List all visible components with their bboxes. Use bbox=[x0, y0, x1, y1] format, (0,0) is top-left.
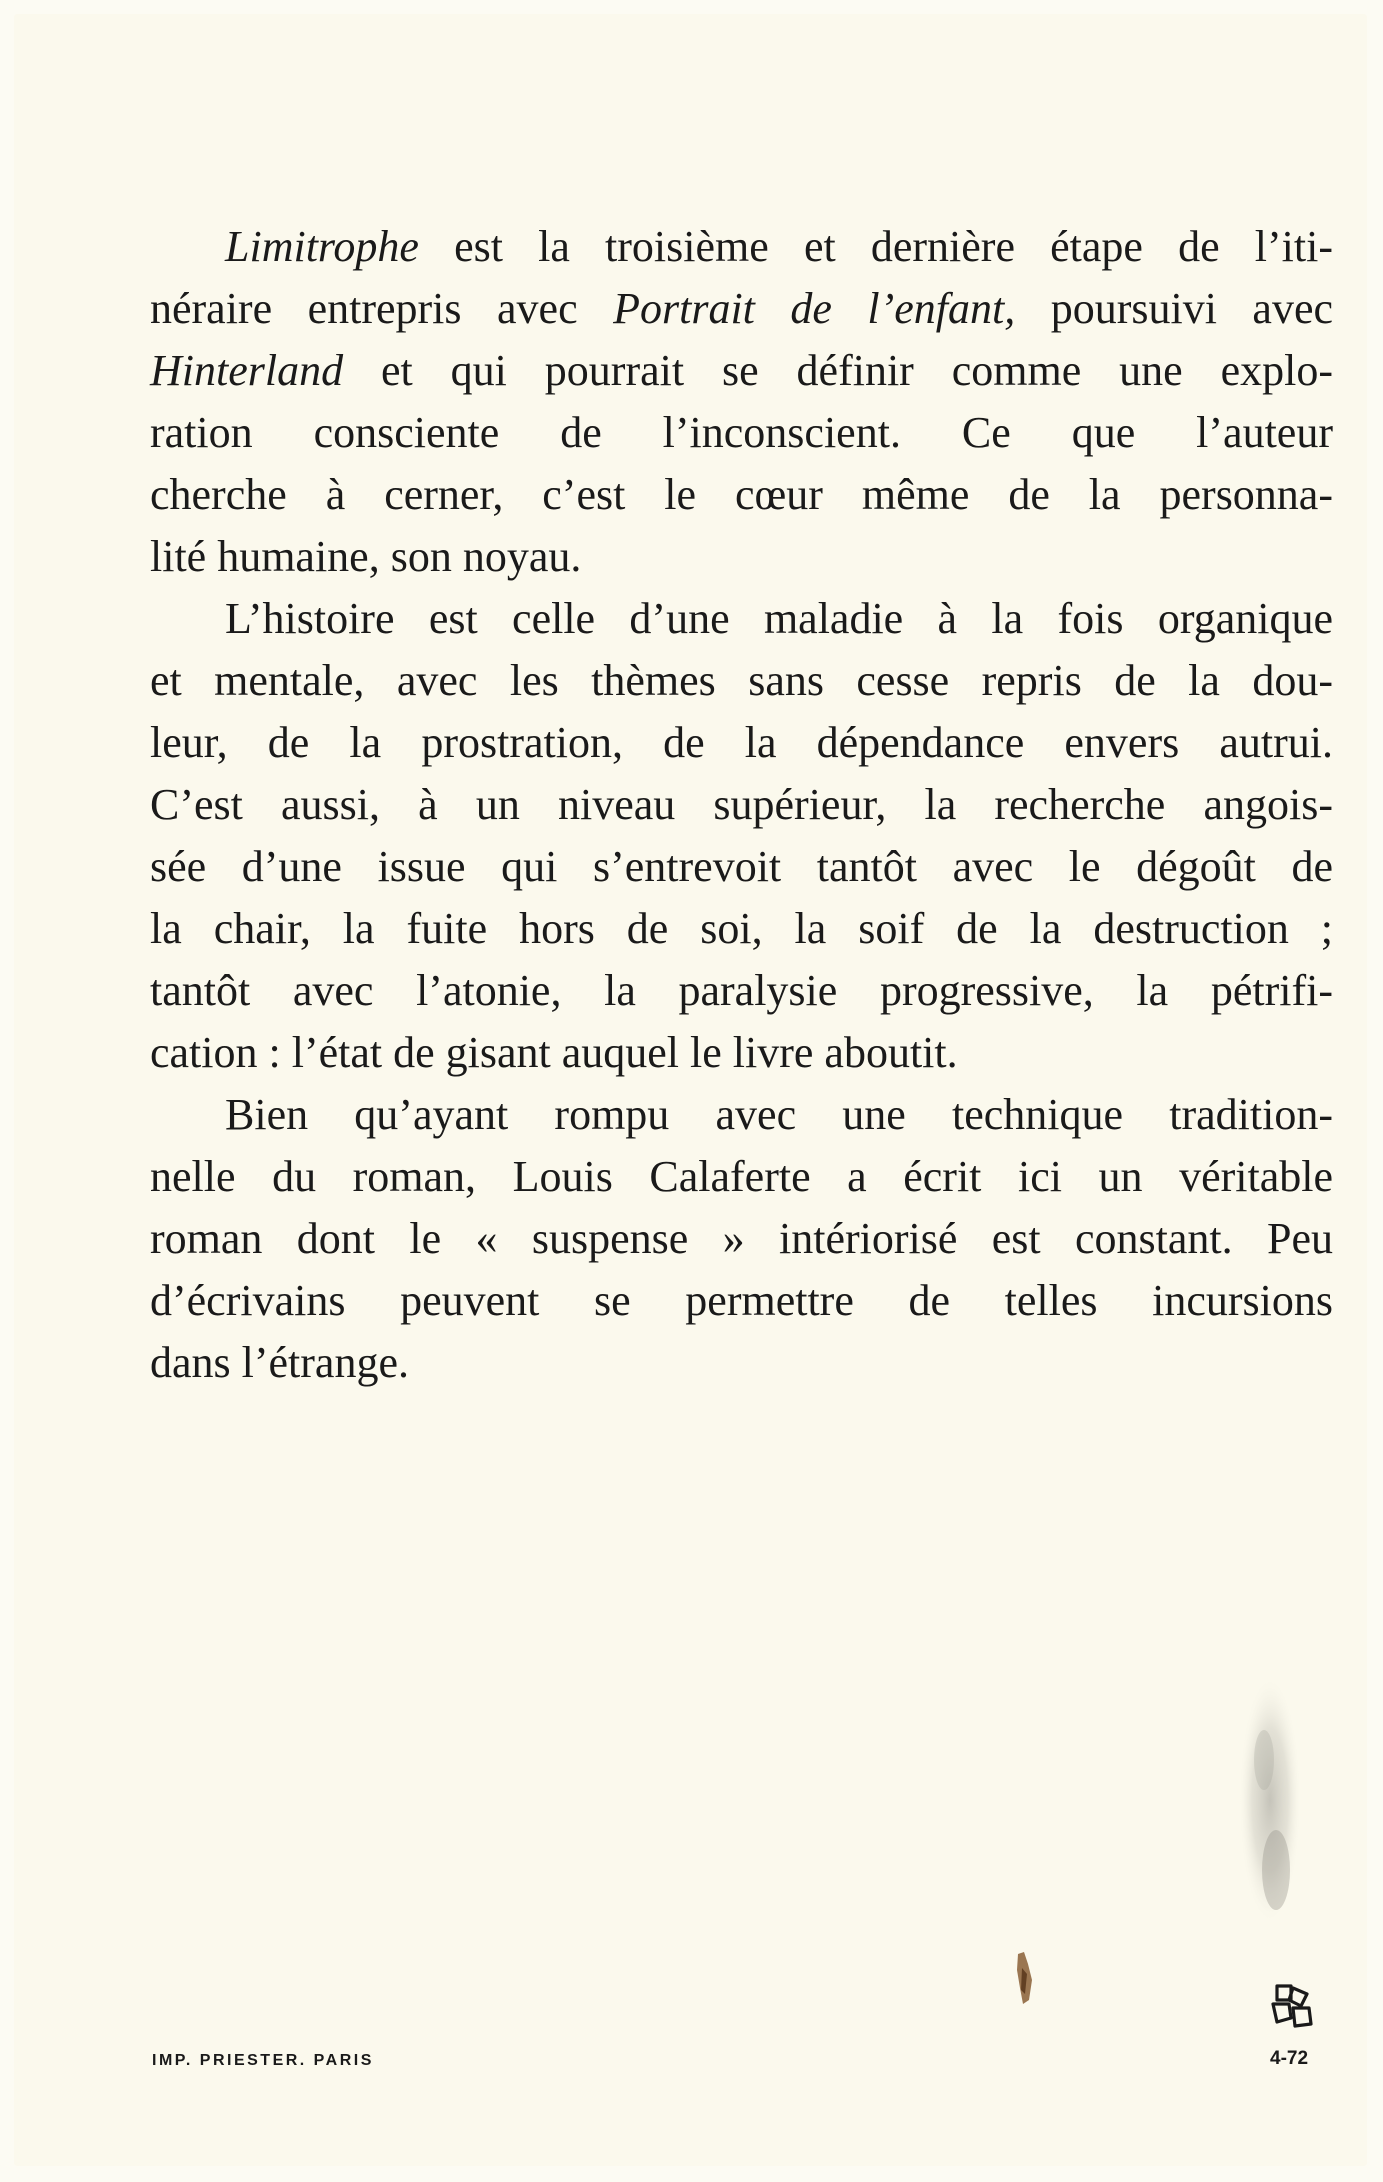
text-run: L’histoire est celle d’une maladie à la fois organique bbox=[225, 594, 1333, 643]
text-line bbox=[150, 774, 1333, 836]
text-line bbox=[150, 1146, 1333, 1208]
text-run: roman dont le « suspense » intériorisé est constant. Peu bbox=[150, 1214, 1333, 1263]
text-run: est la troisième et dernière étape de l’iti- bbox=[418, 222, 1333, 271]
text-run: et mentale, avec les thèmes sans cesse repris de la dou- bbox=[150, 656, 1333, 705]
text-run: Bien qu’ayant rompu avec une technique tradition- bbox=[225, 1090, 1333, 1139]
text-line bbox=[150, 712, 1333, 774]
text-line bbox=[150, 1332, 1333, 1394]
text-run: néraire entrepris avec bbox=[150, 284, 614, 333]
publisher-emblem-icon bbox=[1269, 1982, 1315, 2030]
italic-title: Limitrophe bbox=[225, 222, 419, 271]
italic-title: Portrait de l’enfant, bbox=[613, 284, 1016, 333]
text-run: lité humaine, son noyau. bbox=[150, 532, 582, 581]
paragraph-1 bbox=[150, 216, 1333, 588]
text-run: cherche à cerner, c’est le cœur même de la personna- bbox=[150, 470, 1333, 519]
text-run: dans l’étrange. bbox=[150, 1338, 409, 1387]
text-run: poursuivi avec bbox=[1015, 284, 1334, 333]
text-line bbox=[150, 898, 1333, 960]
text-line bbox=[150, 216, 1333, 278]
text-line bbox=[150, 1208, 1333, 1270]
text-line bbox=[150, 1084, 1333, 1146]
text-line bbox=[150, 588, 1333, 650]
text-run: C’est aussi, à un niveau supérieur, la recherche angois- bbox=[150, 780, 1333, 829]
text-run: leur, de la prostration, de la dépendance envers autrui. bbox=[150, 718, 1333, 767]
text-run: sée d’une issue qui s’entrevoit tantôt avec le dégoût de bbox=[150, 842, 1333, 891]
text-line bbox=[150, 402, 1333, 464]
text-line bbox=[150, 650, 1333, 712]
paper-stain bbox=[1236, 1640, 1306, 1940]
text-line bbox=[150, 278, 1333, 340]
text-run: d’écrivains peuvent se permettre de telles incursions bbox=[150, 1276, 1333, 1325]
text-line bbox=[150, 1270, 1333, 1332]
text-run: et qui pourrait se définir comme une explo- bbox=[343, 346, 1333, 395]
text-line bbox=[150, 464, 1333, 526]
text-line bbox=[150, 836, 1333, 898]
text-line bbox=[150, 1022, 1333, 1084]
text-run: la chair, la fuite hors de soi, la soif de la destruction ; bbox=[150, 904, 1333, 953]
blurb-text bbox=[150, 216, 1333, 1394]
paper-speck bbox=[1012, 1950, 1038, 2008]
paragraph-3 bbox=[150, 1084, 1333, 1394]
paragraph-2 bbox=[150, 588, 1333, 1084]
print-code: 4-72 bbox=[1270, 2048, 1309, 2069]
italic-title: Hinterland bbox=[150, 346, 344, 395]
text-line bbox=[150, 960, 1333, 1022]
text-line bbox=[150, 526, 1333, 588]
text-line bbox=[150, 340, 1333, 402]
text-run: tantôt avec l’atonie, la paralysie progressive, la pétrifi- bbox=[150, 966, 1333, 1015]
text-run: cation : l’état de gisant auquel le livre aboutit. bbox=[150, 1028, 958, 1077]
text-run: nelle du roman, Louis Calaferte a écrit ici un véritable bbox=[150, 1152, 1333, 1201]
text-run: ration consciente de l’inconscient. Ce que l’auteur bbox=[150, 408, 1333, 457]
printer-imprint: IMP. PRIESTER. PARIS bbox=[152, 2052, 374, 2069]
